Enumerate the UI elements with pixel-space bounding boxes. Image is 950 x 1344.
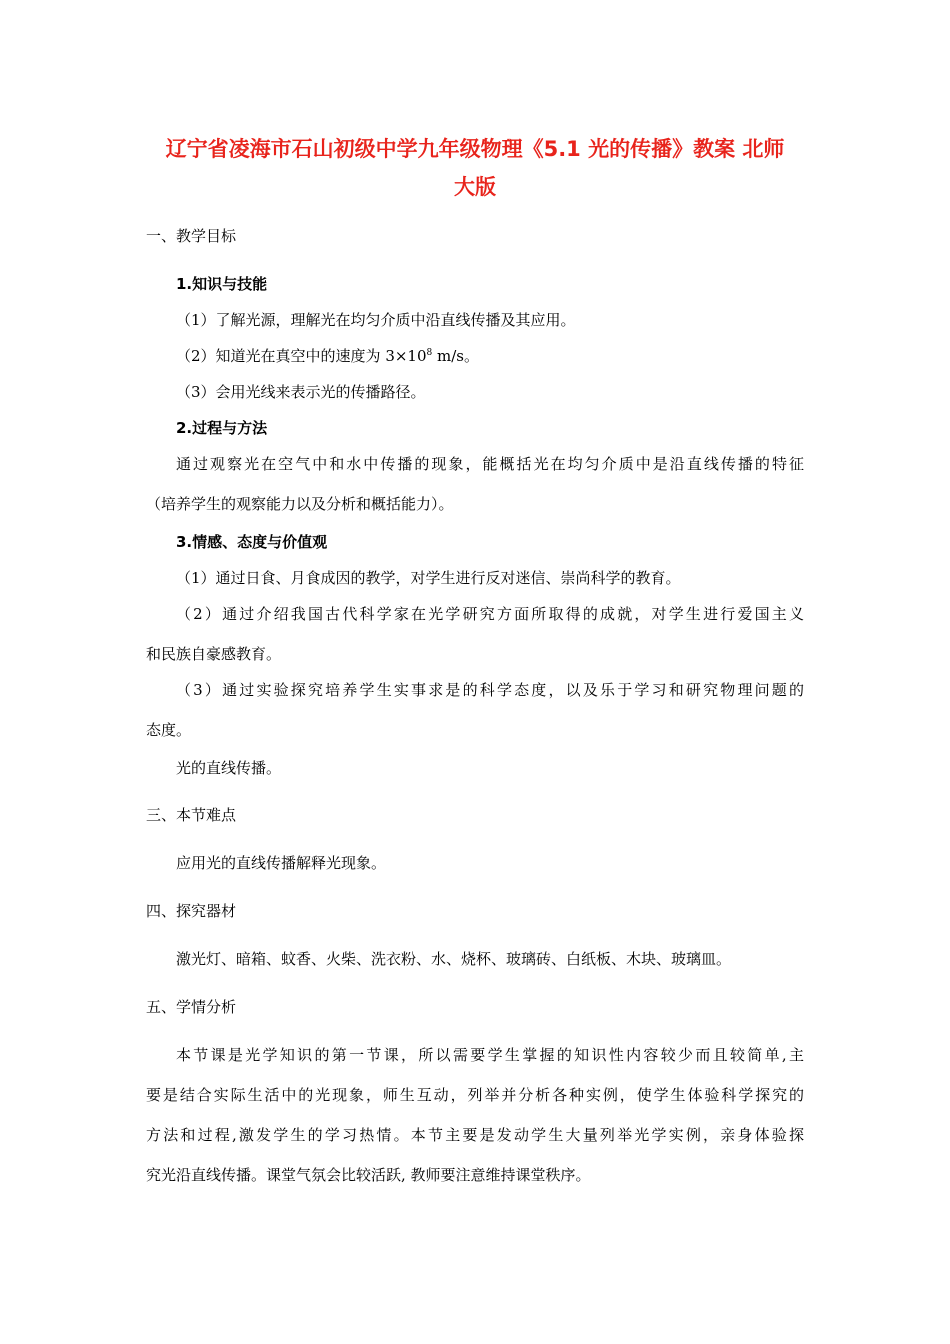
values-item-3-line1: （3）通过实验探究培养学生实事求是的科学态度，以及乐于学习和研究物理问题的 [176, 681, 804, 699]
document-title-line2: 大版 [454, 175, 496, 199]
analysis-line4: 究光沿直线传播。课堂气氛会比较活跃, 教师要注意维持课堂秩序。 [146, 1166, 591, 1184]
subheading-knowledge-skills: 1.知识与技能 [176, 275, 268, 293]
goal-item-1-1: （1）了解光源，理解光在均匀介质中沿直线传播及其应用。 [176, 311, 576, 329]
analysis-line3: 方法和过程,激发学生的学习热情。本节主要是发动学生大量列举光学实例，亲身体验探 [146, 1126, 804, 1144]
goal-item-1-2 [176, 346, 479, 366]
section-heading-teaching-goals: 一、教学目标 [146, 227, 237, 245]
equipment-text: 激光灯、暗箱、蚊香、火柴、洗衣粉、水、烧杯、玻璃砖、白纸板、木块、玻璃皿。 [176, 950, 732, 968]
goal-item-1-3: （3）会用光线来表示光的传播路径。 [176, 383, 426, 401]
analysis-line2: 要是结合实际生活中的光现象，师生互动，列举并分析各种实例，使学生体验科学探究的 [146, 1086, 804, 1104]
process-paragraph-line1: 通过观察光在空气中和水中传播的现象，能概括光在均匀介质中是沿直线传播的特征 [176, 455, 804, 473]
values-item-1: （1）通过日食、月食成因的教学，对学生进行反对迷信、崇尚科学的教育。 [176, 569, 681, 587]
values-item-2-line1: （2）通过介绍我国古代科学家在光学研究方面所取得的成就，对学生进行爱国主义 [176, 605, 804, 623]
section-heading-student-analysis: 五、学情分析 [146, 998, 237, 1016]
exponent: 8 [426, 348, 433, 358]
key-point-text: 光的直线传播。 [176, 759, 282, 777]
analysis-line1: 本节课是光学知识的第一节课，所以需要学生掌握的知识性内容较少而且较简单,主 [176, 1046, 804, 1064]
process-paragraph-line2: （培养学生的观察能力以及分析和概括能力）。 [146, 495, 454, 513]
subheading-values: 3.情感、态度与价值观 [176, 533, 328, 551]
goal-item-1-2-text: （2）知道光在真空中的速度为 3×10 [176, 347, 427, 365]
values-item-3-line2: 态度。 [146, 721, 192, 739]
goal-item-1-2-unit: m/s。 [432, 347, 479, 365]
section-heading-equipment: 四、探究器材 [146, 902, 237, 920]
document-title-line1: 辽宁省凌海市石山初级中学九年级物理《5.1 光的传播》教案 北师 [165, 137, 785, 161]
subheading-process-method: 2.过程与方法 [176, 419, 268, 437]
difficulty-text: 应用光的直线传播解释光现象。 [176, 854, 387, 872]
values-item-2-line2: 和民族自豪感教育。 [146, 645, 282, 663]
section-heading-difficulty: 三、本节难点 [146, 806, 237, 824]
